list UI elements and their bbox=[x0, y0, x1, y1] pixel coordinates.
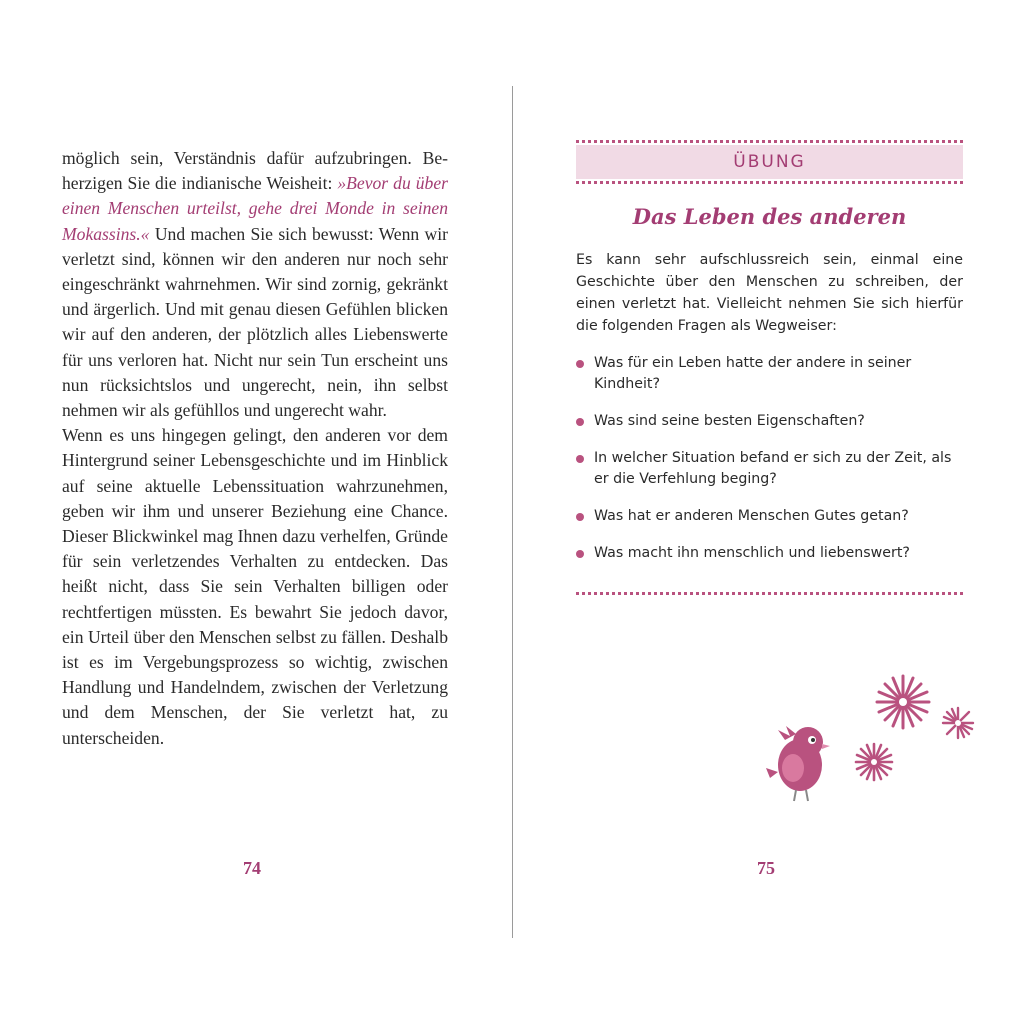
exercise-title: Das Leben des anderen bbox=[632, 204, 907, 229]
exercise-band bbox=[576, 145, 963, 179]
bullet-icon bbox=[576, 360, 584, 368]
flower-icon bbox=[943, 708, 973, 738]
list-item bbox=[576, 543, 963, 564]
left-page-body bbox=[62, 146, 448, 751]
list-item bbox=[576, 506, 963, 527]
page-number-right: 75 bbox=[757, 858, 775, 878]
question-text: Was hat er anderen Menschen Gutes getan? bbox=[594, 508, 909, 524]
left-paragraph-2: Wenn es uns hingegen gelingt, den anderen vor dem Hintergrund seiner Lebensgeschichte und im Hinblick auf seine aktuelle Lebenssituation wahrzunehmen, geben wir ihm und unserer Beziehung eine Chance. Dieser Blickwinkel mag Ihnen dazu verhelfen, Gründe für sein verletzendes Verhalten zu entdecken. Das heißt nicht, dass Sie sein Verhalten billigen oder rechtfertigen müssten. Es bewahrt Sie jedoch davor, ein Urteil über den Menschen selbst zu fällen. Deshalb ist es im Vergebungsprozess so wichtig, zwischen Handlung und Handelndem, zwischen der Verletzung und dem Menschen, der Sie verletzt hat, zu unterscheiden. bbox=[62, 425, 448, 748]
paragraph-text: möglich sein, Verständnis dafür aufzubringen. Beherzigen Sie die indianische Weisheit: bbox=[62, 148, 448, 194]
page-gutter bbox=[512, 86, 513, 938]
question-text: Was für ein Leben hatte der andere in seiner Kindheit? bbox=[594, 355, 912, 392]
bullet-icon bbox=[576, 455, 584, 463]
paragraph-text: Und machen Sie sich bewusst: Wenn wir verletzt sind, können wir den anderen nur noch sehr eingeschränkt wahrnehmen. Wir sind zornig, gekränkt und ärgerlich. Und mit genau diesen Gefühlen blicken wir auf den anderen, der plötzlich alles Liebenswerte für uns verloren hat. Nicht nur sein Tun erscheint uns nun rücksichtslos und ungerecht, nein, ihn selbst nehmen wir als gefühllos und ungerecht wahr. bbox=[62, 223, 448, 421]
list-item bbox=[576, 411, 963, 432]
question-text: Was sind seine besten Eigenschaften? bbox=[594, 413, 865, 429]
bullet-icon bbox=[576, 513, 584, 521]
dotted-divider-bottom bbox=[576, 592, 963, 595]
bullet-icon bbox=[576, 418, 584, 426]
page-number-left: 74 bbox=[243, 858, 261, 878]
question-text: In welcher Situation befand er sich zu der Zeit, als er die Verfehlung beging? bbox=[594, 450, 952, 487]
dotted-divider-top bbox=[576, 140, 963, 143]
list-item bbox=[576, 448, 963, 490]
exercise-box bbox=[576, 140, 963, 580]
bird-flowers-illustration bbox=[760, 670, 990, 810]
left-paragraph-1 bbox=[62, 146, 448, 423]
bullet-icon bbox=[576, 550, 584, 558]
flower-icon bbox=[856, 744, 892, 780]
quote-text: »Bevor du über einen Menschen urteilst, gehe drei Monde in seinen Mokassins.« bbox=[62, 173, 448, 244]
question-list bbox=[576, 353, 963, 564]
list-item bbox=[576, 353, 963, 395]
exercise-intro: Es kann sehr aufschlussreich sein, einmal eine Geschichte über den Menschen zu schreiben, der einen verletzt hat. Vielleicht nehmen Sie sich hierfür die folgenden Fragen als Wegweiser: bbox=[576, 252, 963, 334]
bird-icon bbox=[766, 726, 830, 801]
exercise-label: ÜBUNG bbox=[733, 152, 806, 172]
flower-icon bbox=[877, 676, 929, 728]
dotted-divider-under-band bbox=[576, 181, 963, 184]
question-text: Was macht ihn menschlich und liebenswert? bbox=[594, 545, 910, 561]
